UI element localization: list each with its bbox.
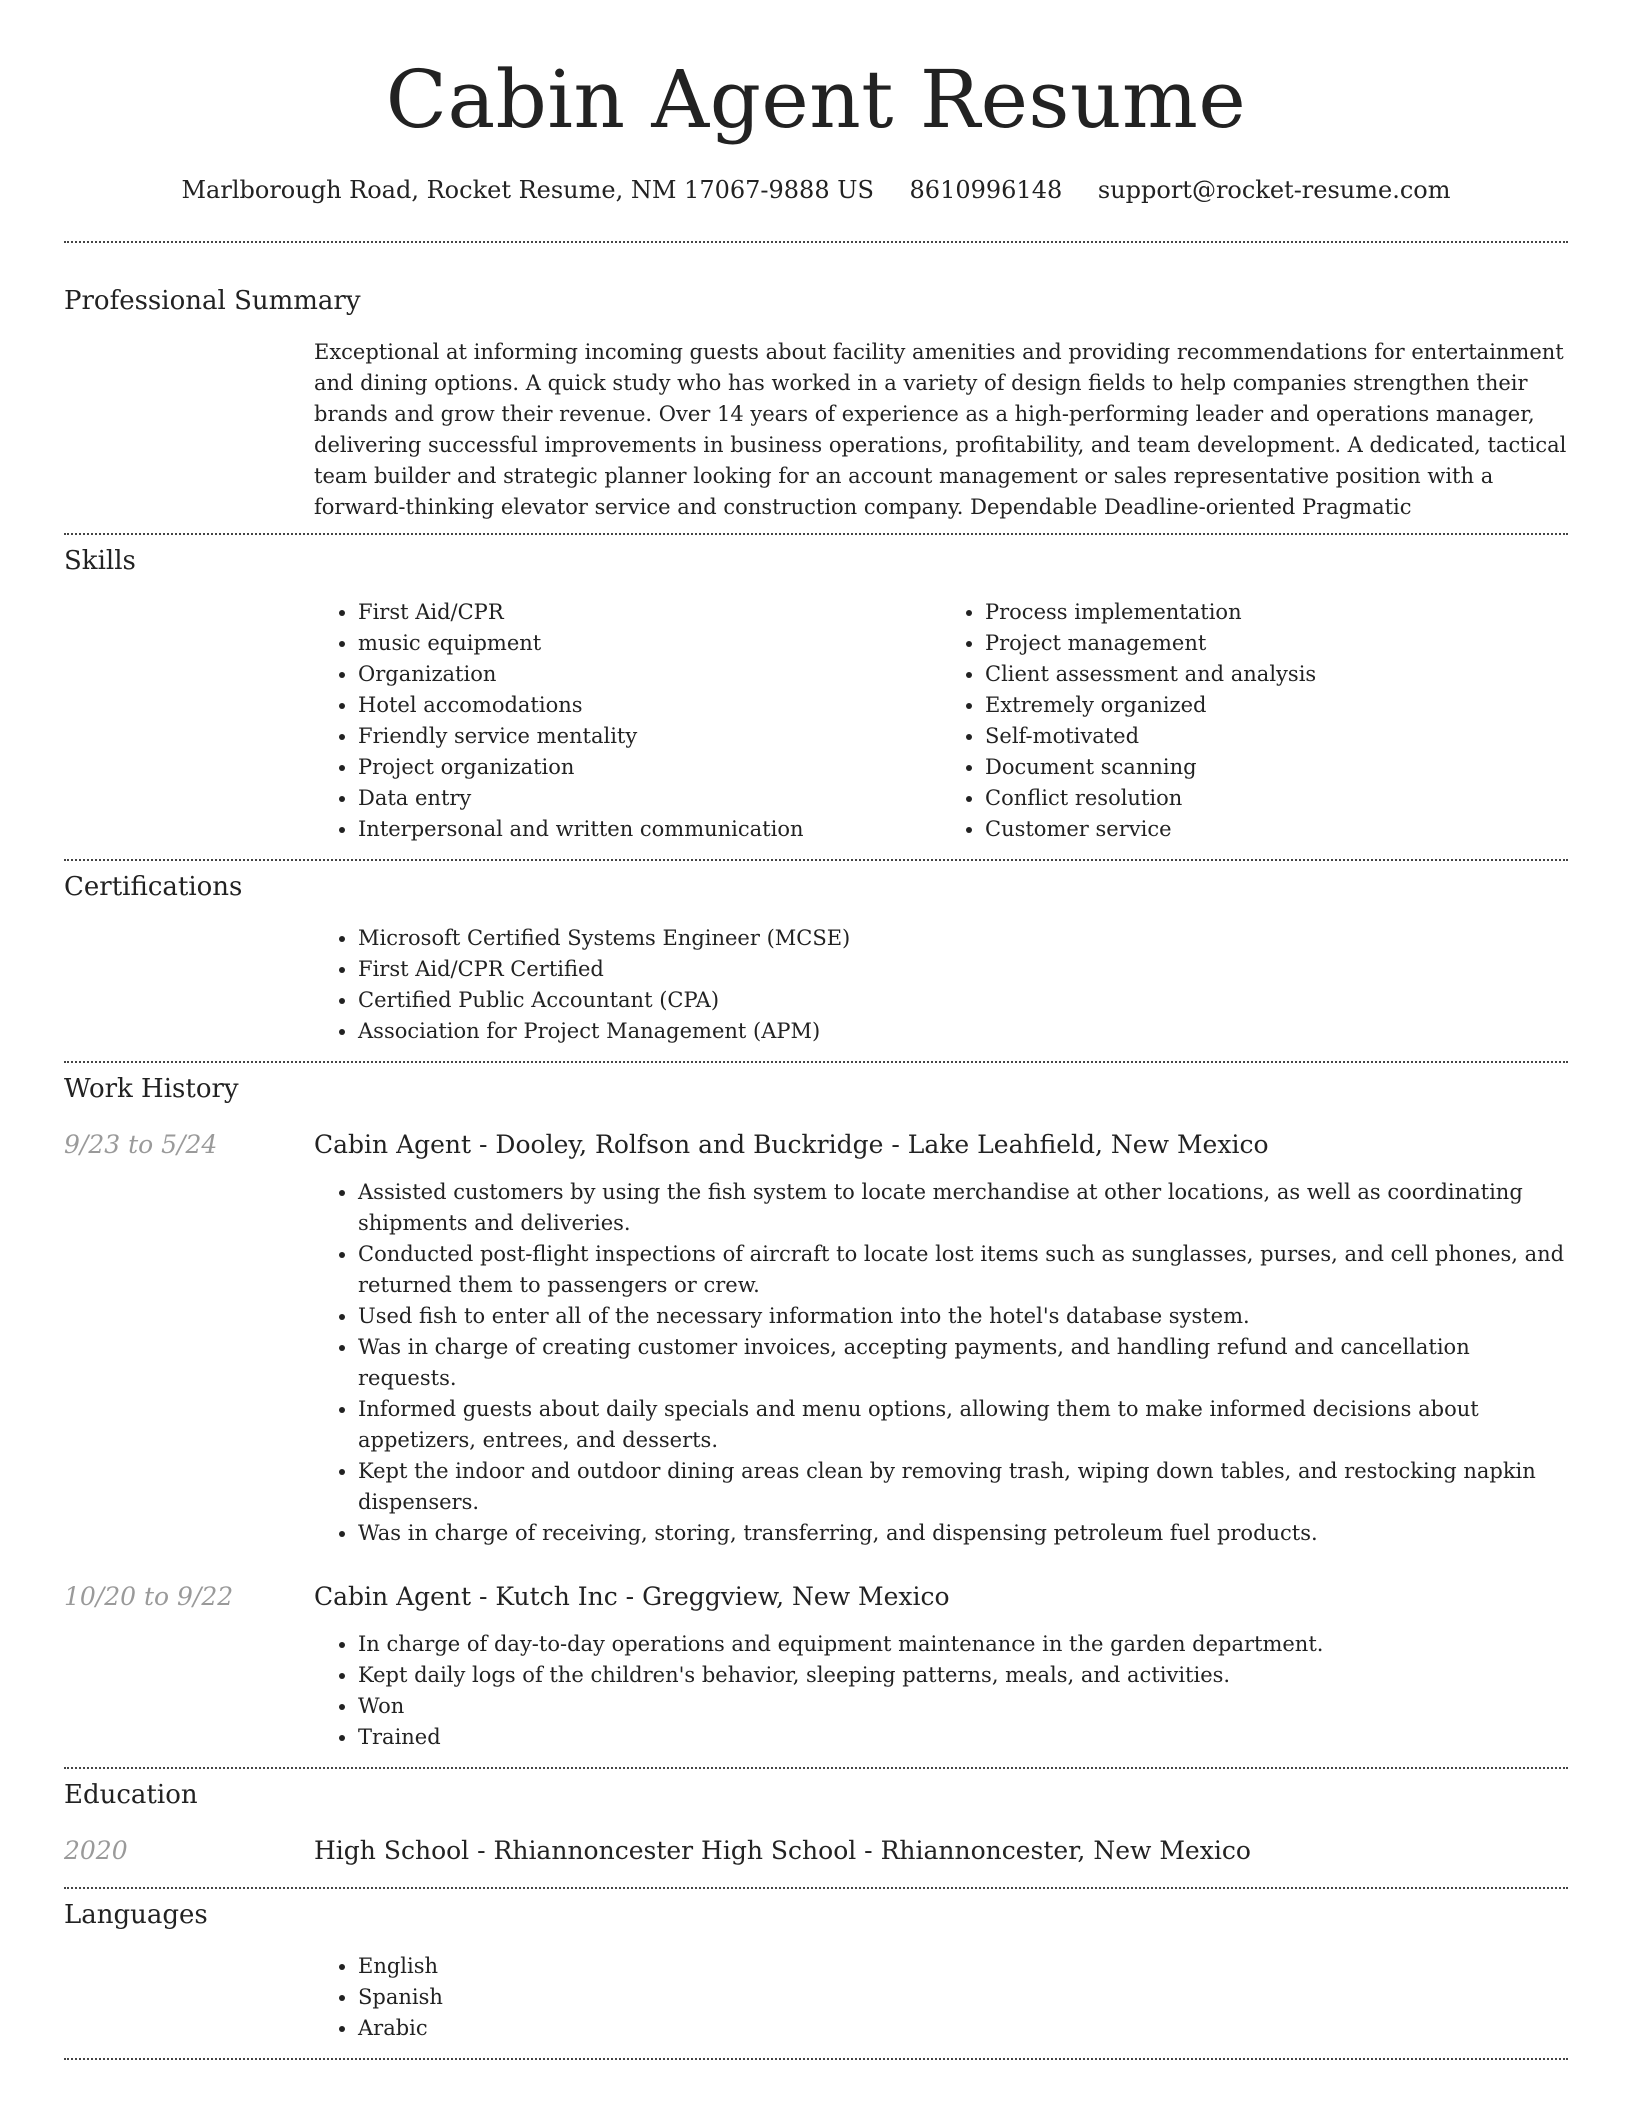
list-item: • Customer service [985, 814, 1568, 845]
job-entry [64, 1129, 1568, 1549]
skills-list-right [941, 597, 1568, 845]
list-item: • Interpersonal and written communication [358, 814, 941, 845]
education-title: High School - Rhiannoncester High School - Rhiannoncester, New Mexico [314, 1836, 1251, 1865]
education-section [64, 1769, 1568, 1867]
section-title-summary: Professional Summary [64, 286, 361, 316]
section-title-skills: Skills [64, 546, 136, 576]
list-item: • Won [358, 1691, 1568, 1722]
languages-section [64, 1889, 1568, 2044]
page-title: Cabin Agent Resume [385, 53, 1247, 146]
summary-text: Exceptional at informing incoming guests about facility amenities and providing recommendations for entertainment and dining options. A quick study who has worked in a variety of design fields to help companies strengthen their brands and grow their revenue. Over 14 years of experience as a high-performing leader and operations manager, delivering successful improvements in business operations, profitability, and team development. A dedicated, tactical team builder and strategic planner looking for an account management or sales representative position with a forward-thinking elevator service and construction company. Dependable Deadline-oriented Pragmatic [314, 340, 1567, 519]
list-item: • English [358, 1951, 1568, 1982]
skills-list-left [314, 597, 941, 845]
list-item: • In charge of day-to-day operations and equipment maintenance in the garden department. [358, 1629, 1568, 1660]
certifications-list [314, 923, 1568, 1047]
certifications-section [64, 861, 1568, 1047]
list-item: • First Aid/CPR Certified [358, 954, 1568, 985]
section-title-languages: Languages [64, 1900, 208, 1930]
list-item: • Hotel accomodations [358, 690, 941, 721]
skills-section [64, 535, 1568, 845]
contact-address: Marlborough Road, Rocket Resume, NM 17067-9888 US [181, 176, 874, 204]
list-item: • Conflict resolution [985, 783, 1568, 814]
list-item: • Process implementation [985, 597, 1568, 628]
list-item: • Kept the indoor and outdoor dining areas clean by removing trash, wiping down tables, and restocking napkin dispensers. [358, 1456, 1568, 1518]
languages-list [314, 1951, 1568, 2044]
job-bullets [314, 1629, 1568, 1753]
contact-phone: 8610996148 [909, 176, 1063, 204]
list-item: • Microsoft Certified Systems Engineer (MCSE) [358, 923, 1568, 954]
list-item: • Used fish to enter all of the necessary information into the hotel's database system. [358, 1301, 1568, 1332]
list-item: • Extremely organized [985, 690, 1568, 721]
work-history-section [64, 1063, 1568, 1753]
summary-section [64, 243, 1568, 523]
list-item: • Spanish [358, 1982, 1568, 2013]
list-item: • Document scanning [985, 752, 1568, 783]
list-item: • Certified Public Accountant (CPA) [358, 985, 1568, 1016]
education-year: 2020 [64, 1836, 128, 1865]
list-item: • Kept daily logs of the children's behavior, sleeping patterns, meals, and activities. [358, 1660, 1568, 1691]
list-item: • music equipment [358, 628, 941, 659]
list-item: • Organization [358, 659, 941, 690]
job-title: Cabin Agent - Kutch Inc - Greggview, New Mexico [314, 1582, 950, 1611]
list-item: • Was in charge of creating customer invoices, accepting payments, and handling refund and cancellation requests. [358, 1332, 1568, 1394]
section-title-education: Education [64, 1780, 198, 1810]
job-bullets [314, 1177, 1568, 1549]
job-title: Cabin Agent - Dooley, Rolfson and Buckridge - Lake Leahfield, New Mexico [314, 1130, 1269, 1159]
list-item: • Self-motivated [985, 721, 1568, 752]
job-dates: 10/20 to 9/22 [64, 1582, 234, 1611]
section-title-certifications: Certifications [64, 872, 243, 902]
list-item: • Trained [358, 1722, 1568, 1753]
list-item: • Client assessment and analysis [985, 659, 1568, 690]
list-item: • First Aid/CPR [358, 597, 941, 628]
job-entry [64, 1581, 1568, 1753]
list-item: • Association for Project Management (APM) [358, 1016, 1568, 1047]
list-item: • Assisted customers by using the fish system to locate merchandise at other locations, as well as coordinating shipments and deliveries. [358, 1177, 1568, 1239]
divider [64, 2058, 1568, 2060]
section-title-work-history: Work History [64, 1074, 239, 1104]
list-item: • Project organization [358, 752, 941, 783]
contact-line [64, 175, 1568, 205]
list-item: • Arabic [358, 2013, 1568, 2044]
job-dates: 9/23 to 5/24 [64, 1130, 218, 1159]
list-item: • Was in charge of receiving, storing, transferring, and dispensing petroleum fuel products. [358, 1518, 1568, 1549]
contact-email: support@rocket-resume.com [1097, 176, 1451, 204]
list-item: • Project management [985, 628, 1568, 659]
list-item: • Friendly service mentality [358, 721, 941, 752]
list-item: • Informed guests about daily specials and menu options, allowing them to make informed decisions about appetizers, entrees, and desserts. [358, 1394, 1568, 1456]
list-item: • Data entry [358, 783, 941, 814]
list-item: • Conducted post-flight inspections of aircraft to locate lost items such as sunglasses, purses, and cell phones, and returned them to passengers or crew. [358, 1239, 1568, 1301]
